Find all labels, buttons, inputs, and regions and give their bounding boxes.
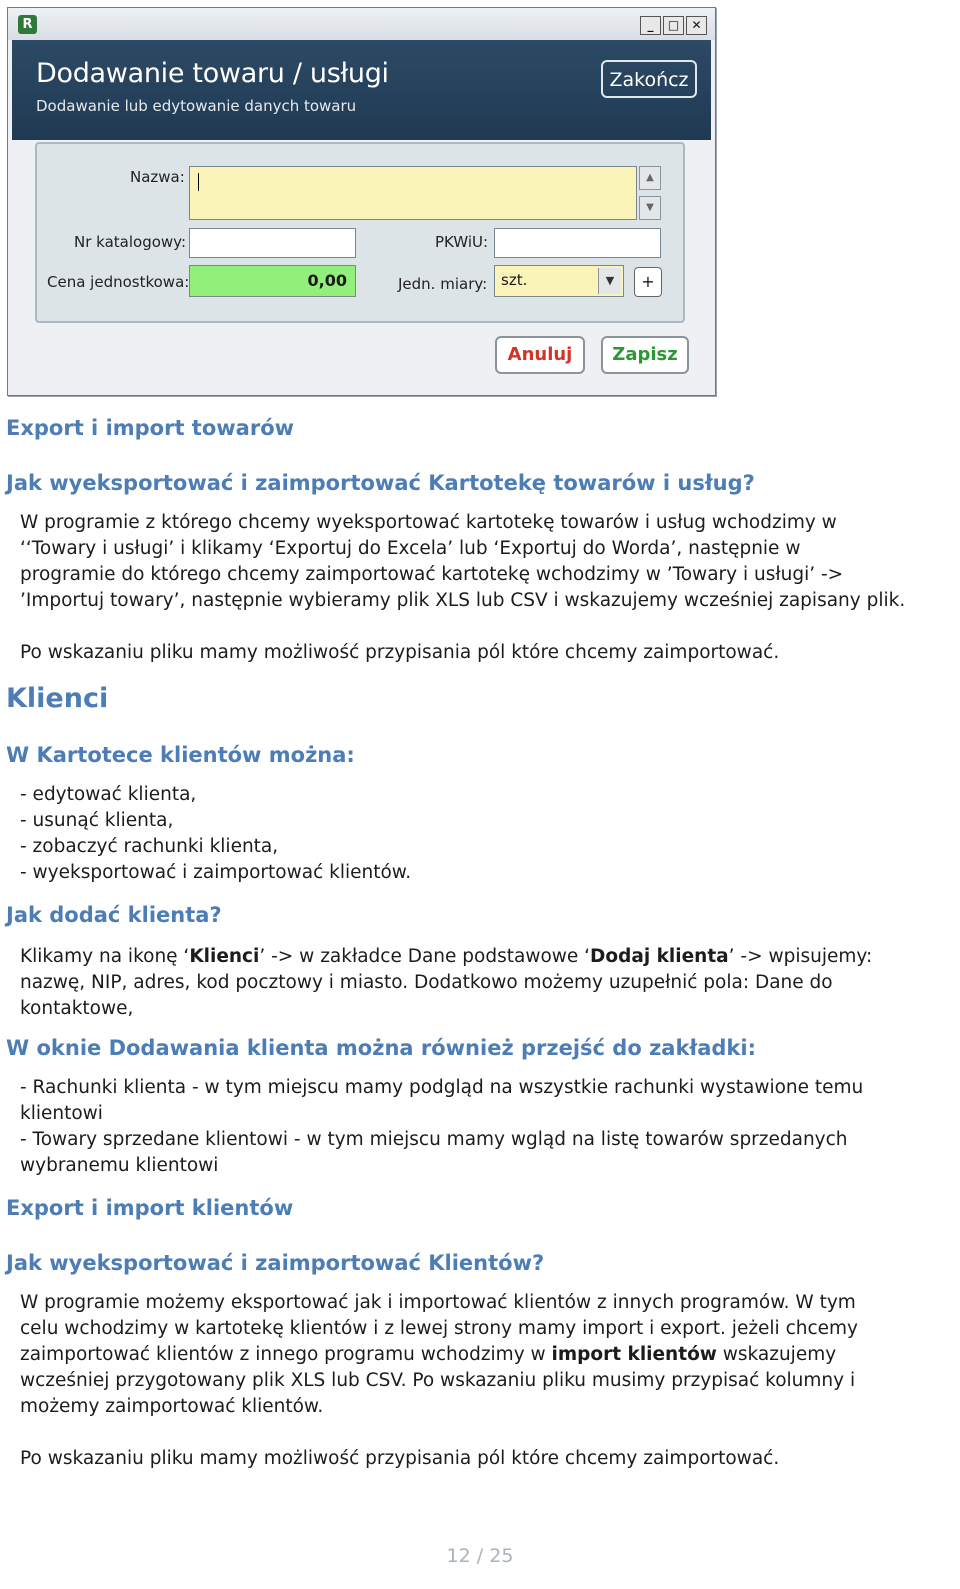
export-clients-heading: Export i import klientów: [6, 1196, 294, 1220]
client-window-heading: W oknie Dodawania klienta można również przejść do zakładki:: [6, 1036, 756, 1060]
export-goods-question: Jak wyeksportować i zaimportować Kartotekę towarów i usług?: [6, 471, 755, 495]
pkwiu-label: PKWiU:: [435, 233, 489, 251]
list-item: - usunąć klienta,: [20, 810, 174, 831]
paragraph-line: W programie z którego chcemy wyeksportować kartotekę towarów i usług wchodzimy w: [20, 512, 837, 533]
paragraph-line: zaimportować klientów z innego programu wchodzimy w import klientów wskazujemy: [20, 1344, 837, 1365]
catalog-number-label: Nr katalogowy:: [74, 233, 186, 251]
paragraph-line: ’Importuj towary’, następnie wybieramy plik XLS lub CSV i wskazujemy wcześniej zapisany plik.: [20, 590, 906, 611]
export-clients-note: Po wskazaniu pliku mamy możliwość przypisania pól które chcemy zaimportować.: [20, 1448, 780, 1469]
list-item: - zobaczyć rachunki klienta,: [20, 836, 279, 857]
paragraph-line: możemy zaimportować klientów.: [20, 1396, 324, 1417]
clients-keyword: Klienci: [189, 946, 260, 967]
paragraph-line: wybranemu klientowi: [20, 1155, 219, 1176]
close-icon[interactable]: ✕: [686, 16, 707, 35]
catalog-number-input[interactable]: [189, 228, 356, 258]
paragraph-line: nazwę, NIP, adres, kod pocztowy i miasto. Dodatkowo możemy uzupełnić pola: Dane do: [20, 972, 833, 993]
save-button[interactable]: Zapisz: [601, 336, 689, 374]
price-input[interactable]: 0,00: [189, 265, 356, 297]
paragraph-line: klientowi: [20, 1103, 103, 1124]
product-dialog-window: [7, 7, 716, 396]
maximize-icon[interactable]: □: [663, 16, 684, 35]
paragraph-line: W programie możemy eksportować jak i importować klientów z innych programów. W tym: [20, 1292, 856, 1313]
unit-value: szt.: [501, 271, 528, 289]
unit-label: Jedn. miary:: [398, 275, 488, 293]
paragraph-line: Klikamy na ikonę ‘Klienci’ -> w zakładce Dane podstawowe ‘Dodaj klienta’ -> wpisujemy:: [20, 946, 873, 967]
window-titlebar: [8, 8, 715, 40]
import-clients-keyword: import klientów: [551, 1344, 717, 1365]
app-icon: R: [18, 15, 37, 34]
paragraph-line: wcześniej przygotowany plik XLS lub CSV. Po wskazaniu pliku musimy przypisać kolumny i: [20, 1370, 856, 1391]
dialog-header: [12, 40, 711, 140]
clients-heading: Klienci: [6, 683, 109, 714]
export-goods-note: Po wskazaniu pliku mamy możliwość przypisania pól które chcemy zaimportować.: [20, 642, 780, 663]
paragraph-line: celu wchodzimy w kartotekę klientów i z lewej strony mamy import i export. jeżeli chcemy: [20, 1318, 859, 1339]
export-clients-paragraph: [20, 1290, 950, 1420]
add-unit-button[interactable]: +: [634, 267, 662, 297]
paragraph-line: - Rachunki klienta - w tym miejscu mamy podgląd na wszystkie rachunki wystawione temu: [20, 1077, 864, 1098]
clients-can-list: [20, 782, 950, 886]
export-goods-paragraph: [20, 510, 950, 614]
spin-down-icon[interactable]: ▼: [639, 196, 661, 220]
client-window-paragraph: [20, 1075, 950, 1179]
name-label: Nazwa:: [130, 168, 185, 186]
add-client-heading: Jak dodać klienta?: [6, 903, 222, 927]
page-number: 12 / 25: [446, 1545, 514, 1567]
unit-select[interactable]: [494, 265, 624, 297]
spin-up-icon[interactable]: ▲: [639, 166, 661, 190]
name-input[interactable]: [189, 166, 637, 220]
finish-button[interactable]: Zakończ: [601, 60, 697, 98]
paragraph-line: ‘‘Towary i usługi’ i klikamy ‘Exportuj do Excela’ lub ‘Exportuj do Worda’, następnie w: [20, 538, 801, 559]
export-clients-question: Jak wyeksportować i zaimportować Klientów?: [6, 1251, 545, 1275]
chevron-down-icon[interactable]: ▼: [598, 268, 621, 294]
export-goods-heading: Export i import towarów: [6, 416, 295, 440]
dialog-title: Dodawanie towaru / usługi: [36, 58, 389, 89]
clients-can-heading: W Kartotece klientów można:: [6, 743, 355, 767]
pkwiu-input[interactable]: [494, 228, 661, 258]
list-item: - edytować klienta,: [20, 784, 197, 805]
minimize-icon[interactable]: _: [640, 16, 661, 35]
paragraph-line: kontaktowe,: [20, 998, 134, 1019]
form-panel: [35, 142, 685, 323]
add-client-keyword: Dodaj klienta: [590, 946, 729, 967]
dialog-subtitle: Dodawanie lub edytowanie danych towaru: [36, 97, 357, 115]
price-label: Cena jednostkowa:: [47, 273, 190, 291]
paragraph-line: programie do którego chcemy zaimportować kartotekę wchodzimy w ’Towary i usługi’ ->: [20, 564, 844, 585]
paragraph-line: - Towary sprzedane klientowi - w tym miejscu mamy wgląd na listę towarów sprzedanych: [20, 1129, 848, 1150]
cancel-button[interactable]: Anuluj: [495, 336, 585, 374]
add-client-paragraph: [20, 944, 950, 1022]
list-item: - wyeksportować i zaimportować klientów.: [20, 862, 412, 883]
